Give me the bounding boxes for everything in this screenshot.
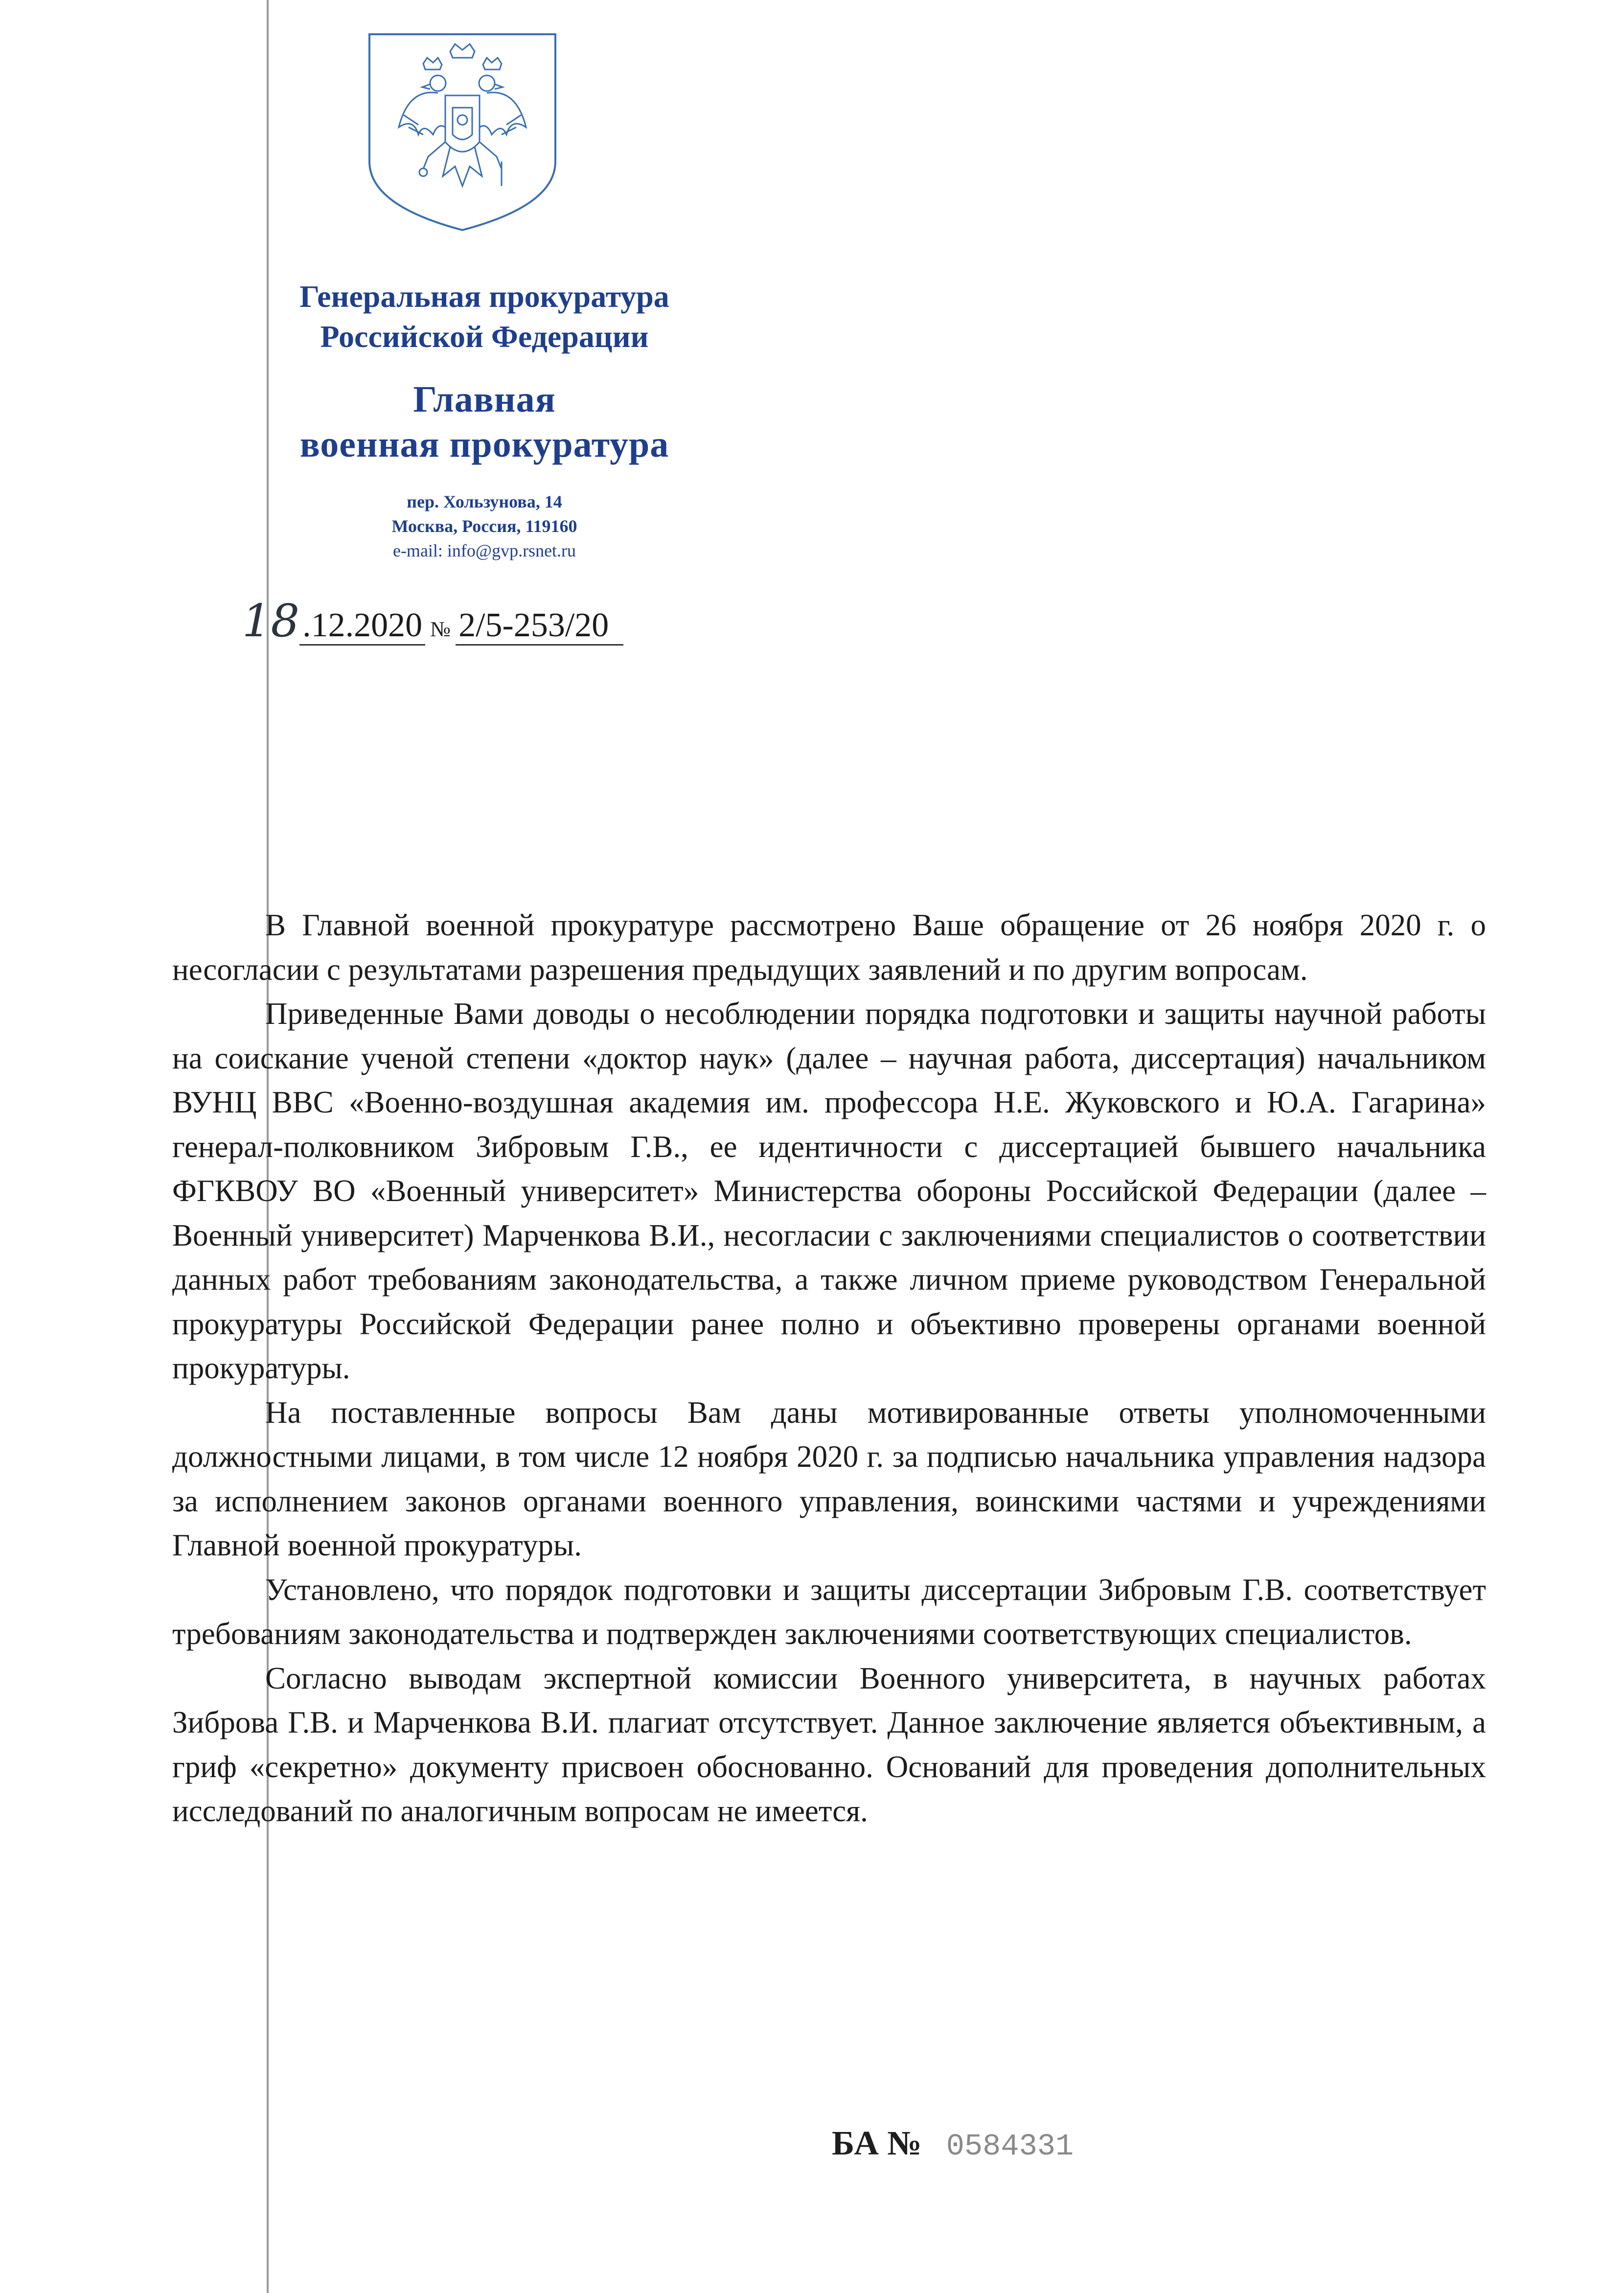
form-serial <box>832 2124 1074 2164</box>
address-city: Москва, Россия, 119160 <box>391 516 577 536</box>
email: e-mail: info@gvp.rsnet.ru <box>392 541 576 560</box>
department-name-line2: военная прокуратура <box>299 424 669 465</box>
paragraph: Согласно выводам экспертной комиссии Военного университета, в научных работах Зиброва Г.В. и Марченкова В.И. плагиат отсутствует. Данное заключение является объективным, а гриф «секретно» документу присвоен обоснованно. Оснований для проведения дополнительных исследований по аналогичным вопросам не имеется. <box>172 1661 1486 1828</box>
paragraph: На поставленные вопросы Вам даны мотивированные ответы уполномоченными должностными лицами, в том числе 12 ноября 2020 г. за подписью начальника управления надзора за исполнением законов органами военного управления, воинскими частями и учреждениями Главной военной прокуратуры. <box>172 1395 1486 1562</box>
letter-body <box>172 903 1486 1833</box>
number-sign: № <box>430 617 451 641</box>
paragraph: Приведенные Вами доводы о несоблюдении порядка подготовки и защиты научной работы на соискание ученой степени «доктор наук» (далее – научная работа, диссертация) начальником ВУНЦ ВВС «Военно-воздушная академия им. профессора Н.Е. Жуковского и Ю.А. Гагарина» генерал-полковником Зибровым Г.В., ее идентичности с диссертацией бывшего начальника ФГКВОУ ВО «Военный университет» Министерства обороны Российской Федерации (далее – Военный университет) Марченкова В.И., несогласии с заключениями специалистов о соответствии данных работ требованиям законодательства, а также личном приеме руководством Генеральной прокуратуры Российской Федерации ранее полно и объективно проверены органами военной прокуратуры. <box>172 996 1486 1385</box>
reference-line <box>242 595 623 647</box>
department-name <box>186 377 783 467</box>
document-number: 2/5-253/20 <box>456 606 623 646</box>
department-name-line1: Главная <box>413 379 556 420</box>
address-block <box>186 489 783 563</box>
coat-of-arms-emblem-icon <box>365 29 560 235</box>
paragraph: Установлено, что порядок подготовки и защиты диссертации Зибровым Г.В. соответствует требованиям законодательства и подтвержден заключениями соответствующих специалистов. <box>172 1572 1486 1651</box>
serial-number: 0584331 <box>946 2129 1074 2164</box>
org-name-line1: Генеральная прокуратура <box>299 279 669 314</box>
address-street: пер. Хользунова, 14 <box>407 492 562 511</box>
org-name <box>186 277 783 357</box>
org-name-line2: Российской Федерации <box>320 319 649 354</box>
paragraph: В Главной военной прокуратуре рассмотрено Ваше обращение от 26 ноября 2020 г. о несогласии с результатами разрешения предыдущих заявлений и по другим вопросам. <box>172 908 1486 987</box>
date-day-handwritten: 18 <box>242 595 300 647</box>
date-month-year: .12.2020 <box>299 606 425 646</box>
serial-label: БА № <box>832 2125 922 2162</box>
